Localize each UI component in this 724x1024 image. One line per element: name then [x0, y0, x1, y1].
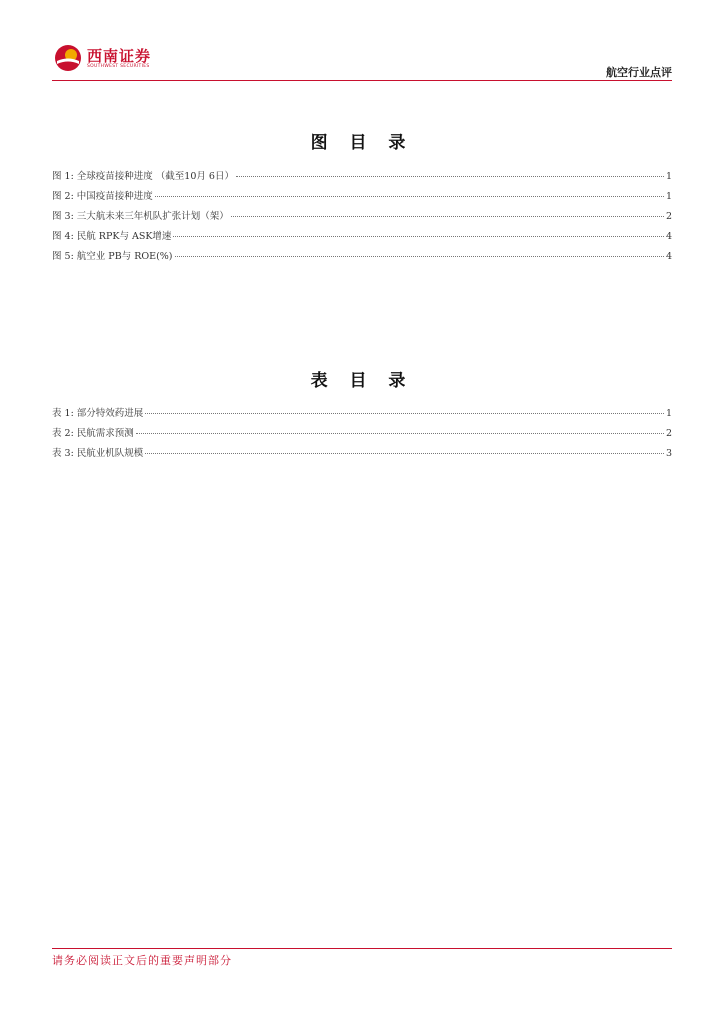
toc-entry-label: 表 3: 民航业机队规模	[52, 448, 144, 459]
tables-heading: 表 目 录	[310, 371, 414, 391]
leader-dots	[231, 216, 664, 217]
leader-dots	[173, 236, 664, 237]
toc-entry-page: 4	[665, 231, 672, 242]
leader-dots	[236, 176, 664, 177]
leader-dots	[145, 453, 664, 454]
toc-entry-page: 2	[665, 428, 672, 439]
toc-entry-page: 1	[665, 408, 672, 419]
toc-entry[interactable]	[52, 208, 672, 228]
leader-dots	[155, 196, 664, 197]
company-logo	[54, 44, 184, 74]
sun-logo-icon	[54, 44, 82, 72]
toc-entry-label: 图 1: 全球疫苗接种进度 （截至10月 6日）	[52, 171, 234, 182]
toc-entry-label: 表 2: 民航需求预测	[52, 428, 134, 439]
tables-list	[52, 405, 672, 465]
toc-entry-page: 3	[665, 448, 672, 459]
header-divider	[52, 80, 672, 81]
toc-entry[interactable]	[52, 425, 672, 445]
toc-entry-label: 图 4: 民航 RPK与 ASK增速	[52, 231, 172, 242]
toc-entry-page: 1	[665, 171, 672, 182]
toc-entry[interactable]	[52, 248, 672, 268]
toc-entry[interactable]	[52, 228, 672, 248]
toc-entry-label: 图 5: 航空业 PB与 ROE(%)	[52, 251, 173, 262]
toc-entry-page: 2	[665, 211, 672, 222]
brand-subtitle: SOUTHWEST SECURITIES	[87, 64, 150, 69]
leader-dots	[145, 413, 664, 414]
leader-dots	[136, 433, 664, 434]
toc-entry-label: 图 3: 三大航未来三年机队扩张计划（架）	[52, 211, 229, 222]
footer-divider	[52, 948, 672, 949]
toc-entry[interactable]	[52, 405, 672, 425]
toc-entry-label: 表 1: 部分特效药进展	[52, 408, 144, 419]
brand-name: 西南证券	[87, 47, 152, 65]
toc-entry-page: 4	[665, 251, 672, 262]
toc-entry[interactable]	[52, 445, 672, 465]
report-type: 航空行业点评	[606, 66, 672, 79]
toc-entry[interactable]	[52, 168, 672, 188]
toc-entry[interactable]	[52, 188, 672, 208]
figures-list	[52, 168, 672, 268]
toc-entry-label: 图 2: 中国疫苗接种进度	[52, 191, 153, 202]
footer-notice: 请务必阅读正文后的重要声明部分	[52, 954, 232, 967]
leader-dots	[175, 256, 664, 257]
figures-heading: 图 目 录	[310, 133, 414, 153]
toc-entry-page: 1	[665, 191, 672, 202]
